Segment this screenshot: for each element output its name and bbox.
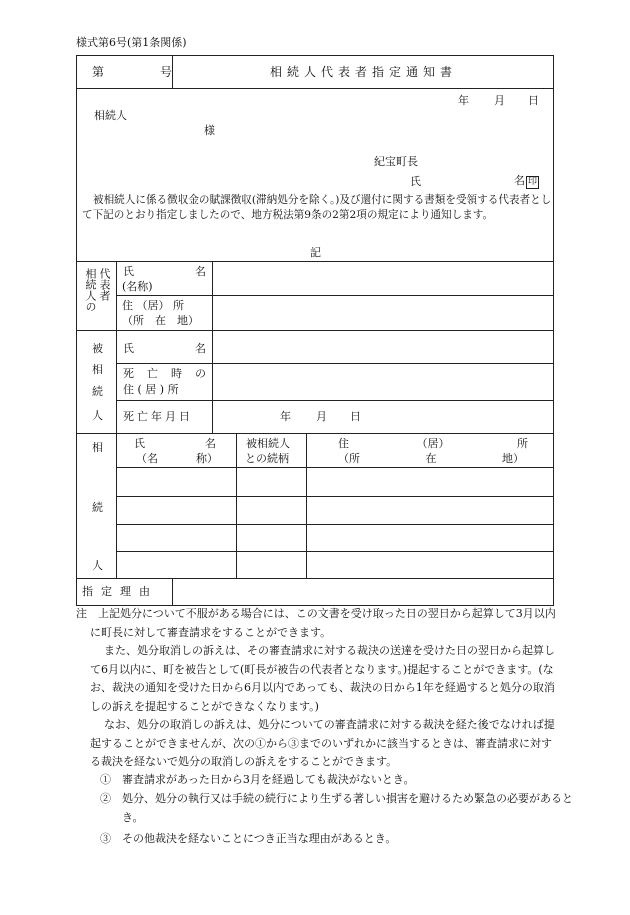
note-3: なお、処分の取消しの訴えは、処分についての審査請求に対する裁決を経た後でなければ提起することができませんが、次の①から③までのいずれかに該当するときは、審査請求に対する裁決を経ないで処分の取消しの訴えをすることができます。	[90, 718, 555, 768]
date-day: 日	[528, 94, 539, 107]
note-item-1	[100, 771, 574, 790]
rep-address-sub: （所 在 地）	[122, 314, 199, 327]
date-month: 月	[494, 94, 505, 107]
reason-divider	[172, 578, 173, 606]
heirs-row-rule-2	[116, 524, 554, 525]
reason-label: 指定理由	[82, 585, 158, 598]
heirs-col-address: 住 （居） 所	[338, 437, 528, 450]
note-item-3-text: その他裁決を経ないことにつき正当な理由があるとき。	[122, 832, 397, 845]
rep-group-label-1: 代表者	[98, 268, 111, 301]
rep-address-label: 住 （居） 所	[122, 299, 184, 312]
heirs-row-rule-3	[116, 551, 554, 552]
sender-name-label-1: 氏	[410, 175, 421, 188]
field-value-divider	[212, 261, 213, 433]
rep-group-label-2: 相続人の	[84, 268, 97, 312]
label-column-divider	[116, 261, 117, 578]
date-year: 年	[458, 94, 469, 107]
heirs-col-divider-1	[236, 433, 237, 578]
sender-name-label-2: 名	[514, 174, 525, 187]
addressee-honorific: 様	[204, 124, 215, 137]
note-1	[76, 605, 560, 642]
decedent-address-label-2: 住 ( 居 ) 所	[123, 383, 179, 396]
body-text: 被相続人に係る徴収金の賦課徴収(滞納処分を除く。)及び還付に関する書類を受領する代表者として下記のとおり指定しましたので、地方税法第9条の2第2項の規定により通知します。	[82, 194, 552, 221]
heirs-col-address-sub: （所 在 地）	[338, 452, 524, 465]
decedent-top-rule	[76, 330, 554, 331]
note-item-1-num: ①	[100, 773, 111, 786]
header-divider	[172, 55, 173, 88]
heirs-label-2: 続	[92, 501, 103, 514]
decedent-label-3: 続	[92, 385, 103, 398]
heirs-label-3: 人	[92, 559, 103, 572]
decedent-label-4: 人	[92, 409, 103, 422]
sender-name-row	[514, 175, 539, 189]
header-bottom-rule	[76, 88, 554, 89]
addressee-label: 相続人	[94, 109, 127, 122]
decedent-address-label-1: 死 亡 時 の	[123, 367, 206, 380]
note-item-2	[100, 790, 574, 827]
decedent-rule-2	[116, 400, 554, 401]
heirs-top-rule	[76, 433, 554, 434]
decedent-label-1: 被	[92, 342, 103, 355]
note-1-text: 上記処分について不服がある場合には、この文書を受け取った日の翌日から起算して3月以内に町長に対して審査請求をすることができます。	[90, 607, 556, 639]
rep-top-rule	[76, 261, 554, 262]
note-item-3-num: ③	[100, 832, 111, 845]
seal-stamp-icon: 印	[527, 177, 537, 187]
death-month: 月	[316, 410, 327, 423]
death-day: 日	[350, 410, 361, 423]
rep-name-label: 氏 名	[123, 265, 206, 278]
note-item-2-text: 処分、処分の執行又は手続の続行により生ずる著しい損害を避けるため緊急の必要があるとき。	[122, 792, 573, 824]
note-item-3	[100, 830, 574, 849]
sender-title: 紀宝町長	[374, 155, 418, 168]
death-year: 年	[280, 410, 291, 423]
decedent-label-2: 相	[92, 363, 103, 376]
note-item-1-text: 審査請求があった日から3月を経過しても裁決がないとき。	[122, 773, 415, 786]
heirs-col-divider-2	[306, 433, 307, 578]
heirs-col-name: 氏 名	[134, 437, 216, 450]
form-title: 相続人代表者指定通知書	[270, 65, 458, 79]
number-label: 第	[92, 65, 105, 79]
heirs-header-rule	[116, 467, 554, 468]
ki-label: 記	[310, 246, 321, 259]
decedent-rule-1	[116, 363, 554, 364]
heirs-row-rule-1	[116, 496, 554, 497]
heirs-col-relation-1: 被相続人	[246, 437, 290, 450]
number-suffix: 号	[160, 65, 173, 79]
death-date-label: 死亡年月日	[123, 410, 193, 423]
note-2: また、処分取消しの訴えは、その審査請求に対する裁決の送達を受けた日の翌日から起算して6月以内に、町を被告として(町長が被告の代表者となります。)提起することができます。(なお、裁決の通知を受けた日から6月以内であっても、裁決の日から1年を経過すると処分の取消しの訴えを提起することができなくなります。)	[90, 644, 555, 713]
note-item-2-num: ②	[100, 792, 111, 805]
rep-mid-rule	[116, 295, 554, 296]
note-prefix: 注	[76, 607, 87, 620]
heirs-col-relation-2: との続柄	[245, 452, 289, 465]
reason-top-rule	[76, 578, 554, 579]
rep-name-sub: (名称)	[122, 280, 153, 293]
heirs-label-1: 相	[92, 441, 103, 454]
form-id: 様式第6号(第1条関係)	[76, 36, 187, 49]
decedent-name-label: 氏 名	[123, 342, 206, 355]
heirs-col-name-sub: （名 称）	[136, 452, 218, 465]
